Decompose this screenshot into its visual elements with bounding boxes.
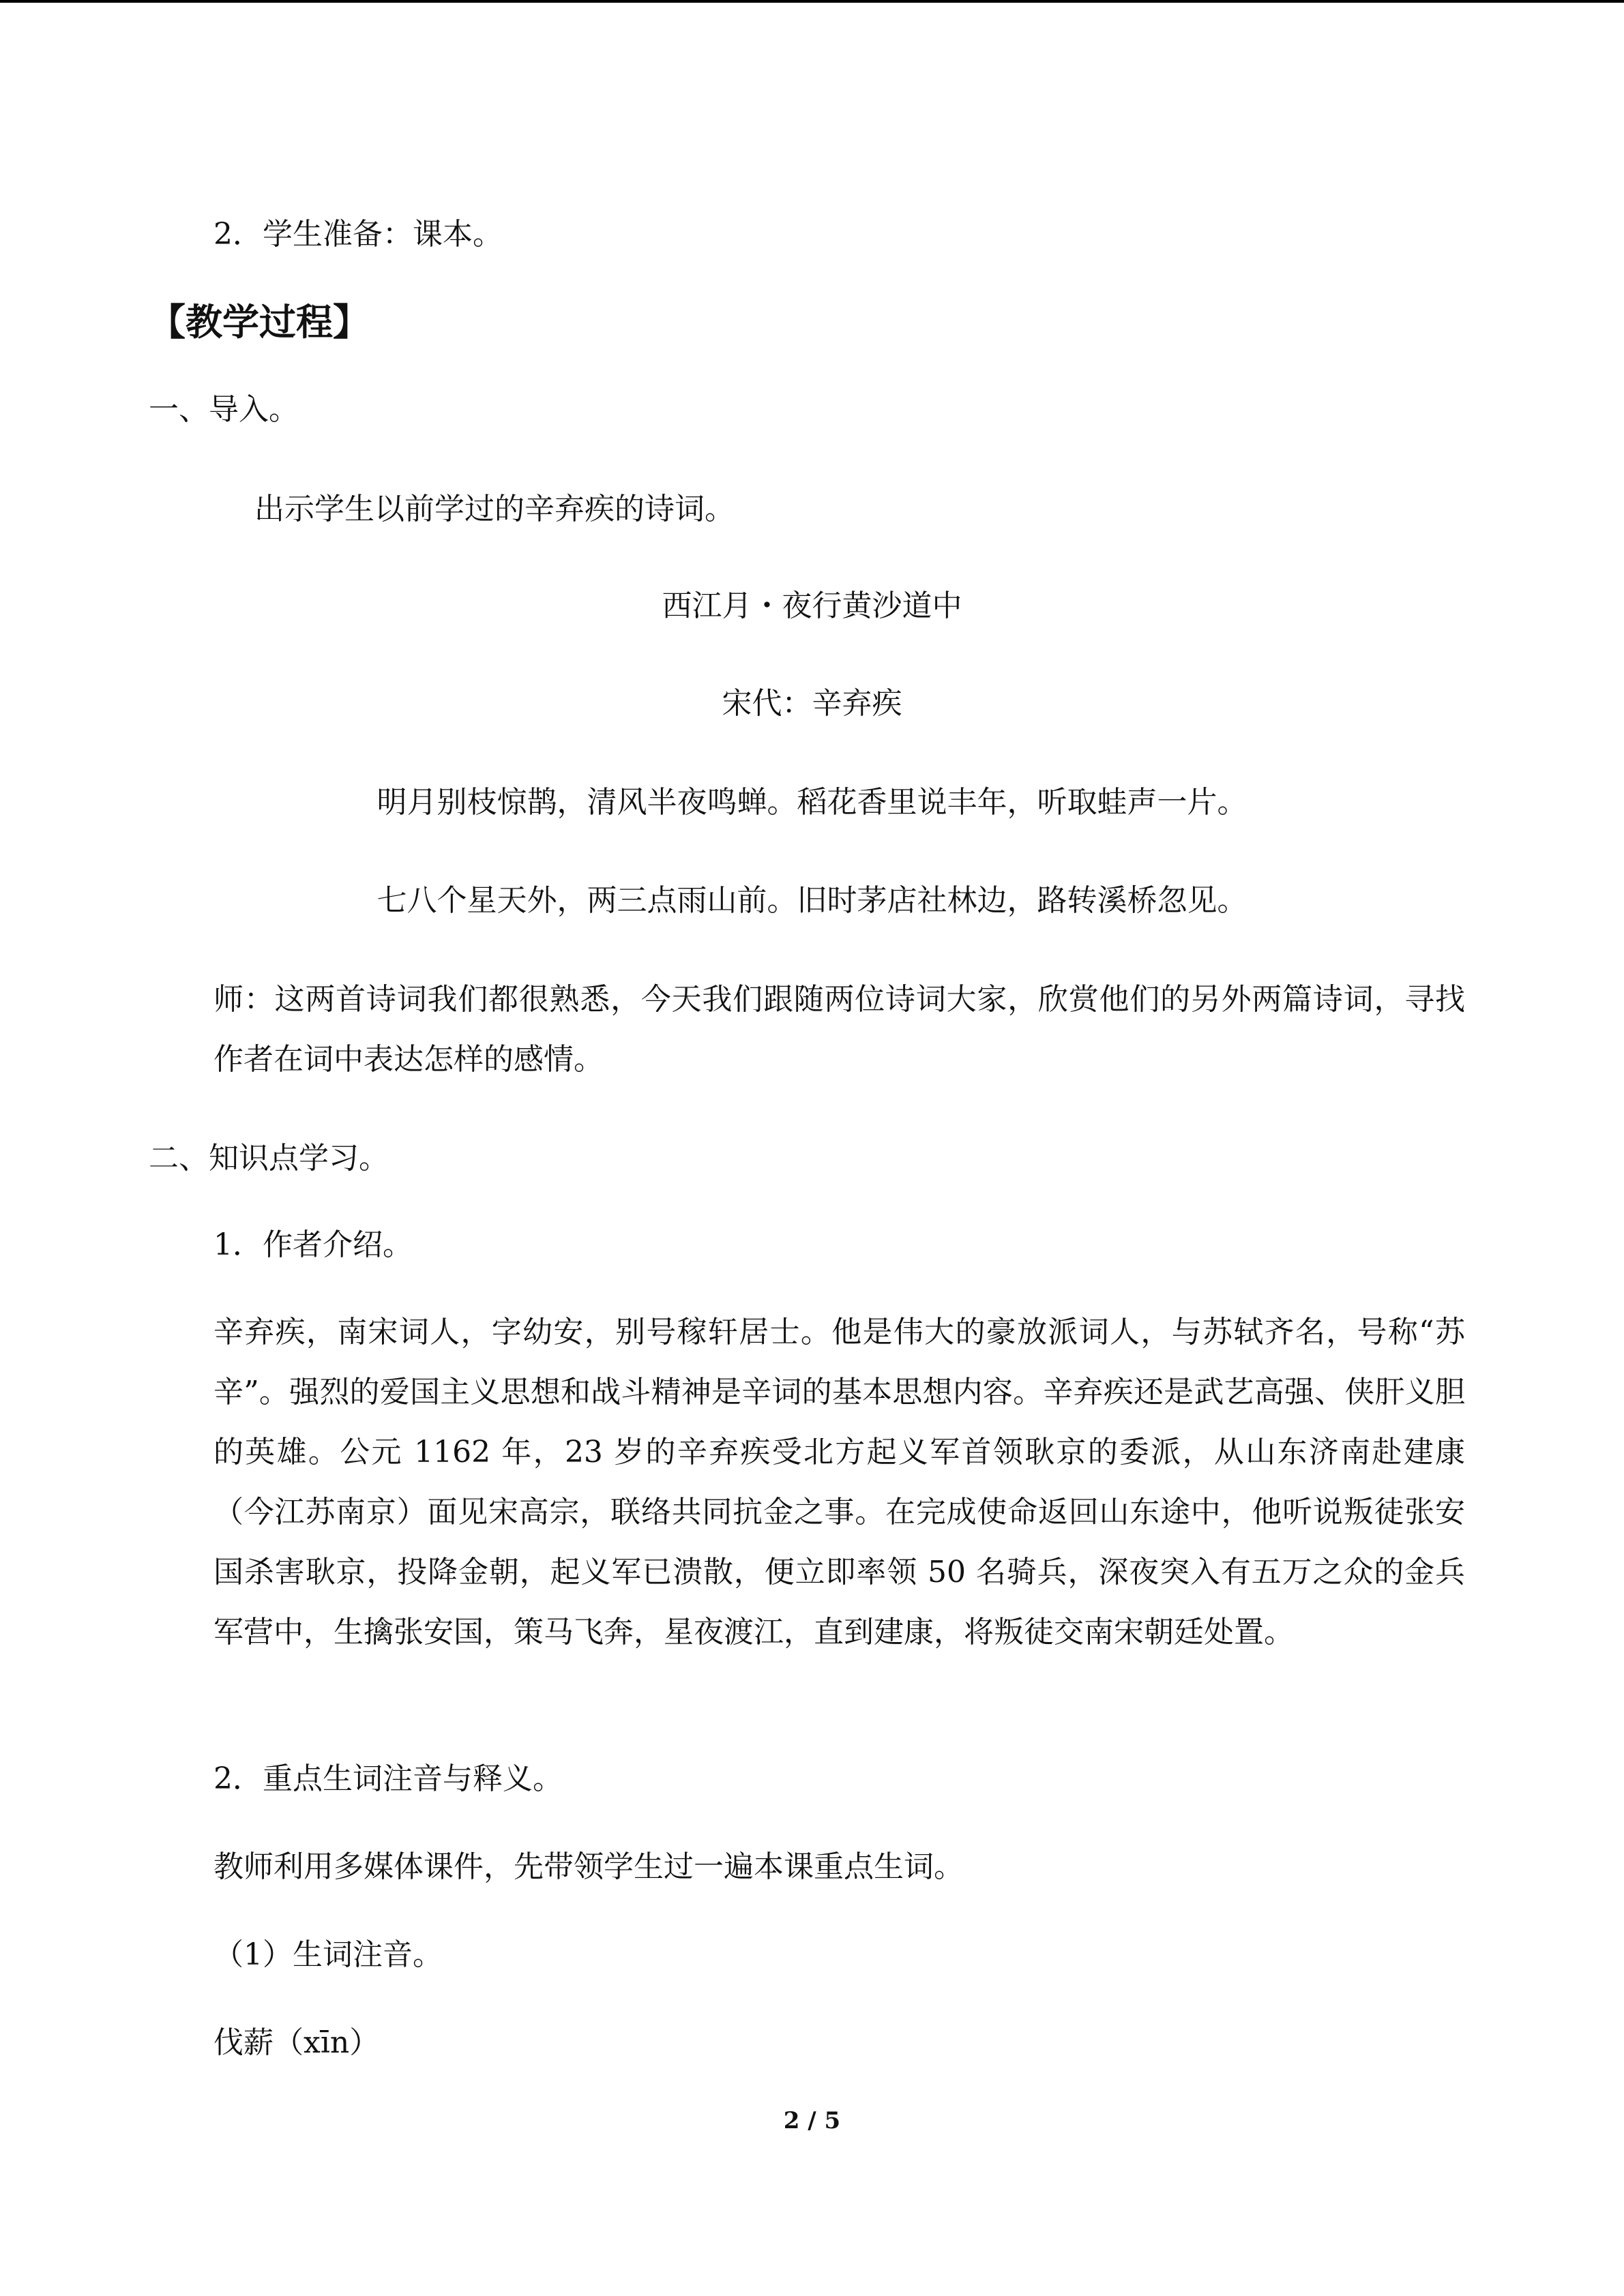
vocab-intro: 教师利用多媒体课件，先带领学生过一遍本课重点生词。 <box>213 1849 964 1884</box>
poem-line-1: 明月别枝惊鹊，清风半夜鸣蝉。稻花香里说丰年，听取蛙声一片。 <box>377 785 1247 820</box>
author-bio-text: 辛弃疾，南宋词人，字幼安，别号稼轩居士。他是伟大的豪放派词人，与苏轼齐名，号称“苏辛”。强烈的爱国主义思想和战斗精神是辛词的基本思想内容。辛弃疾还是武艺高强、侠肝义胆的英雄。公元 1162 年，23 岁的辛弃疾受北方起义军首领耿京的委派，从山东济南赴建康（今江苏南京）面见宋高宗，联络共同抗金之事。在完成使命返回山东途中，他听说叛徒张安国杀害耿京，投降金朝，起义军已溃散，便立即率领 50 名骑兵，深夜突入有五万之众的金兵军营中，生擒张安国，策马飞奔，星夜渡江，直到建康，将叛徒交南宋朝廷处置。 <box>213 1315 1465 1650</box>
part2-title: 二、知识点学习。 <box>149 1141 389 1176</box>
teacher-paragraph <box>149 970 1465 1090</box>
intro-line: 出示学生以前学过的辛弃疾的诗词。 <box>254 492 735 526</box>
poem-author: 宋代：辛弃疾 <box>722 686 902 721</box>
vocab-title: 2．重点生词注音与释义。 <box>213 1761 563 1796</box>
pinyin-title: （1）生词注音。 <box>213 1937 443 1972</box>
word-1: 伐薪（xīn） <box>213 2025 380 2060</box>
poem-line-2: 七八个星天外，两三点雨山前。旧时茅店社林边，路转溪桥忽见。 <box>377 883 1247 918</box>
author-intro-title: 1．作者介绍。 <box>213 1227 413 1262</box>
author-bio-paragraph <box>149 1302 1465 1663</box>
page-number: 2 / 5 <box>783 2107 841 2134</box>
section-heading: 【教学过程】 <box>149 300 370 344</box>
part1-title: 一、导入。 <box>149 392 299 427</box>
poem-title: 西江月・夜行黄沙道中 <box>662 588 962 623</box>
teacher-paragraph-text: 师：这两首诗词我们都很熟悉，今天我们跟随两位诗词大家，欣赏他们的另外两篇诗词，寻找作者在词中表达怎样的感情。 <box>213 982 1465 1077</box>
student-prep-line: 2．学生准备：课本。 <box>213 217 503 252</box>
